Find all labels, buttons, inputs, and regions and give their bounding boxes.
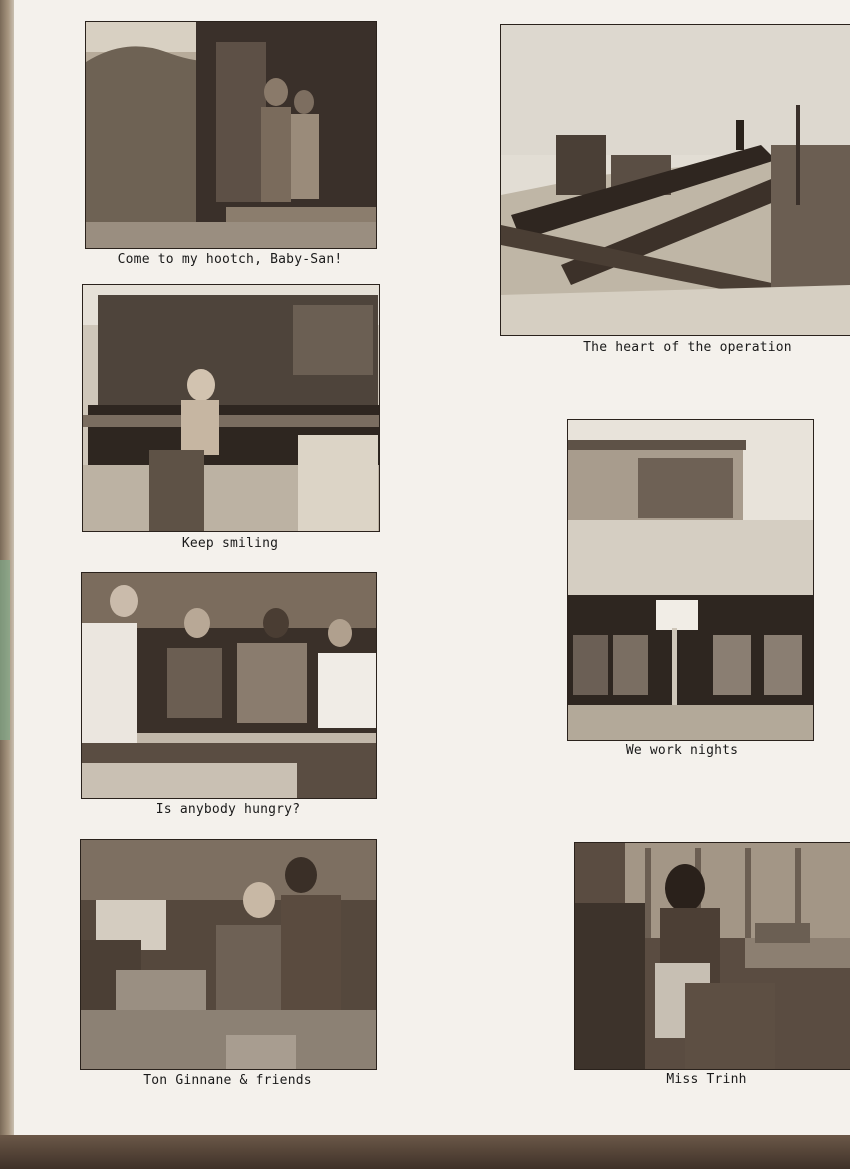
photo-ginnane-friends xyxy=(80,839,377,1070)
caption-ginnane-friends: Ton Ginnane & friends xyxy=(143,1073,312,1088)
caption-mess-hall: Is anybody hungry? xyxy=(155,802,301,817)
caption-bulldozer: Keep smiling xyxy=(181,536,279,551)
photo-miss-trinh xyxy=(574,842,850,1070)
photo-mess-hall xyxy=(81,572,377,799)
photo-bulldozer xyxy=(82,284,380,532)
caption-miss-trinh: Miss Trinh xyxy=(666,1072,747,1087)
page-bottom-edge xyxy=(0,1135,850,1169)
photo-hootch xyxy=(85,21,377,249)
caption-conveyor-plant: The heart of the operation xyxy=(583,340,792,355)
caption-hootch: Come to my hootch, Baby-San! xyxy=(117,252,343,267)
photo-conveyor-plant xyxy=(500,24,850,336)
caption-night-crew: We work nights xyxy=(625,743,739,758)
page-edge-tint xyxy=(0,560,10,740)
photo-night-crew xyxy=(567,419,814,741)
